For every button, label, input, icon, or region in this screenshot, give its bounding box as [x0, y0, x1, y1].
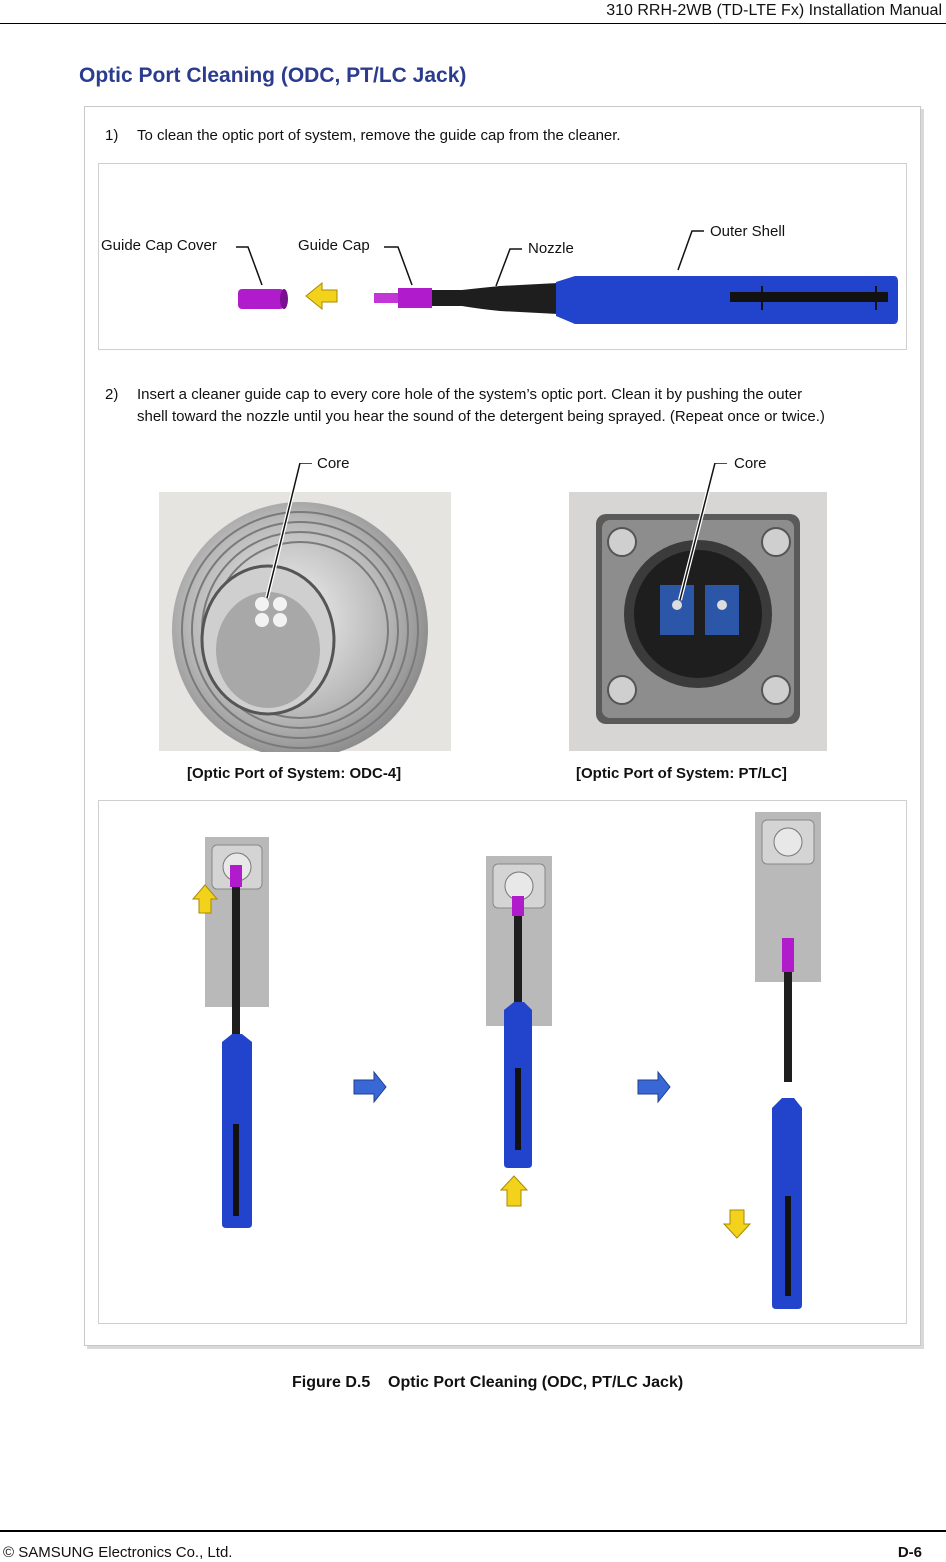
step2-text-line1: Insert a cleaner guide cap to every core hole of the system’s optic port. Clean it by pushing the outer — [137, 386, 803, 403]
yellow-arrow-down-3 — [724, 1210, 750, 1238]
step1-number: 1) — [105, 127, 119, 144]
leader-outer-shell — [678, 231, 704, 270]
yellow-arrow-left — [306, 283, 337, 309]
blue-arrow-right-2 — [638, 1072, 670, 1102]
step2-text-line2: shell toward the nozzle until you hear the sound of the detergent being sprayed. (Repeat once or twice.) — [137, 408, 825, 425]
page-number: D-6 — [897, 1544, 922, 1561]
guide-cap-cover-shape — [238, 289, 284, 309]
label-core-right: Core — [734, 455, 767, 472]
manual-title: 310 RRH-2WB (TD-LTE Fx) Installation Manual — [606, 2, 942, 19]
sequence-frame-2 — [486, 856, 552, 1206]
outer-shell-slot — [730, 292, 888, 302]
caption-odc4: [Optic Port of System: ODC-4] — [187, 765, 402, 782]
label-guide-cap-cover: Guide Cap Cover — [101, 237, 217, 254]
step1-text: To clean the optic port of system, remove the guide cap from the cleaner. — [137, 127, 621, 144]
step2-number: 2) — [105, 386, 119, 403]
sequence-frame-3 — [724, 812, 821, 1309]
label-guide-cap: Guide Cap — [298, 237, 370, 254]
footer-copyright: © SAMSUNG Electronics Co., Ltd. — [3, 1544, 233, 1561]
blue-arrow-right-1 — [354, 1072, 386, 1102]
footer-rule — [0, 1530, 946, 1532]
leader-guide-cap-cover — [236, 247, 262, 285]
cleaning-sequence-illustration — [98, 800, 906, 1322]
guide-cap-tip — [374, 293, 400, 303]
yellow-arrow-up-2 — [501, 1176, 527, 1206]
label-outer-shell: Outer Shell — [710, 223, 786, 240]
figure-caption: Figure D.5 Optic Port Cleaning (ODC, PT/LC Jack) — [292, 1374, 684, 1391]
header-rule — [0, 23, 946, 24]
leader-guide-cap — [384, 247, 412, 285]
sequence-frame-1 — [193, 837, 269, 1228]
label-core-left: Core — [317, 455, 350, 472]
ptlc-port-photo — [568, 463, 828, 752]
nozzle-shape — [432, 283, 558, 314]
caption-ptlc: [Optic Port of System: PT/LC] — [576, 765, 787, 782]
guide-cap-shape — [398, 288, 432, 308]
label-nozzle: Nozzle — [528, 240, 574, 257]
leader-nozzle — [496, 249, 522, 286]
cleaner-illustration — [98, 163, 906, 349]
section-title: Optic Port Cleaning (ODC, PT/LC Jack) — [79, 64, 467, 87]
odc4-port-photo — [158, 463, 451, 752]
